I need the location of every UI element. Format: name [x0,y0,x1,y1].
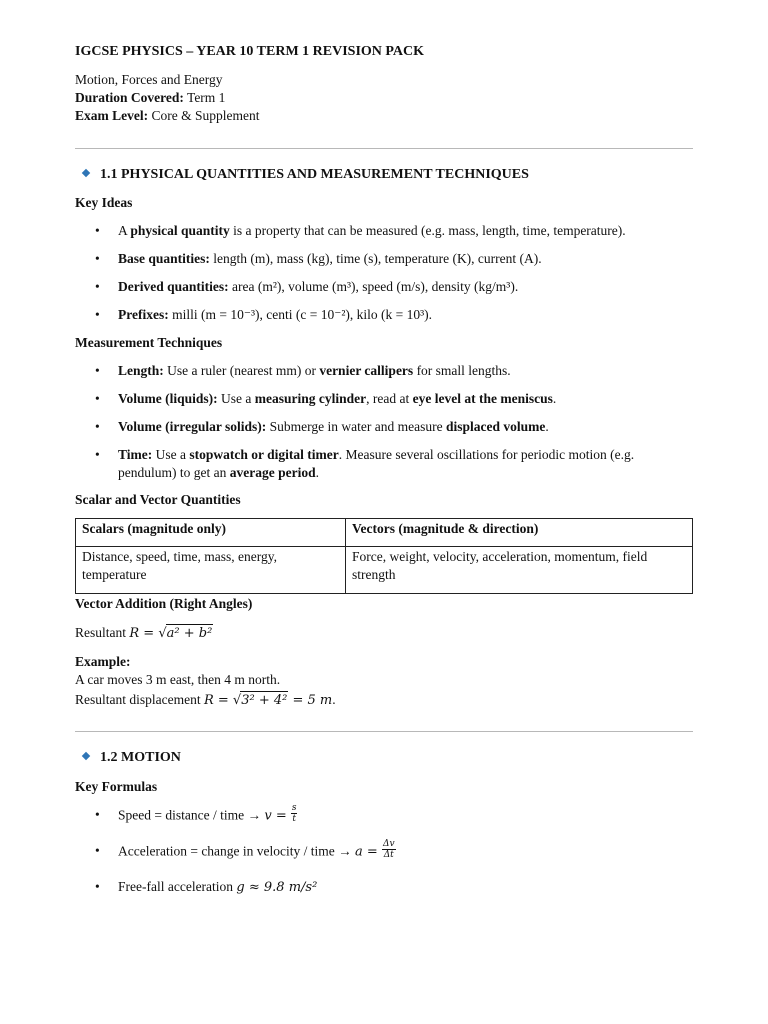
list-item: • Free-fall acceleration g ≈ 9.8 m/s² [75,878,675,897]
list-item: • Time: Use a stopwatch or digital timer. Measure several oscillations for periodic motion (e.g. pendulum) to get an average period. [75,446,675,482]
section-title: 1.1 PHYSICAL QUANTITIES AND MEASUREMENT TECHNIQUES [100,167,529,182]
resultant-line [75,624,213,643]
document-meta [75,71,260,125]
list-item: • Prefixes: milli (m = 10⁻³), centi (c = 10⁻²), kilo (k = 10³). [75,306,675,324]
scalar-vector-heading: Scalar and Vector Quantities [75,492,241,507]
section-title: 1.2 MOTION [100,750,181,765]
example-line-1: A car moves 3 m east, then 4 m north. [75,672,281,687]
table-header: Scalars (magnitude only) [76,519,346,547]
formula-list [75,803,675,897]
key-ideas-list [75,222,675,324]
divider [75,148,693,149]
list-item: • Acceleration = change in velocity / time → a = $\frac{\Delta v}{\Delta t}$ [75,842,675,868]
example-label: Example: [75,654,131,669]
level-value: Core & Supplement [151,108,260,123]
level-line [75,107,260,125]
key-ideas-heading: Key Ideas [75,195,133,210]
table-cell: Distance, speed, time, mass, energy, temperature [76,547,346,594]
list-item: • Volume (irregular solids): Submerge in water and measure displaced volume. [75,418,675,436]
list-item: • Base quantities: length (m), mass (kg), time (s), temperature (K), current (A). [75,250,675,268]
measurement-heading: Measurement Techniques [75,335,223,350]
list-item: • Volume (liquids): Use a measuring cylinder, read at eye level at the meniscus. [75,390,675,408]
vector-addition-heading: Vector Addition (Right Angles) [75,596,253,611]
measurement-list [75,362,675,482]
subtitle: Motion, Forces and Energy [75,72,223,87]
table-cell: Force, weight, velocity, acceleration, momentum, field strength [346,547,693,594]
page-title: IGCSE PHYSICS – YEAR 10 TERM 1 REVISION PACK [75,44,425,59]
key-formulas-heading: Key Formulas [75,779,158,794]
section-heading-1-1 [83,166,529,184]
list-item: • Derived quantities: area (m²), volume (m³), speed (m/s), density (kg/m³). [75,278,675,296]
diamond-bullet-icon [82,169,90,177]
resultant-formula: R = √a² + b² [129,626,213,641]
level-label: Exam Level: [75,108,149,123]
divider [75,731,693,732]
table-header-row [76,519,693,547]
example-formula: R = √3² + 4² = 5 m [203,693,333,708]
duration-label: Duration Covered: [75,90,184,105]
diamond-bullet-icon [82,752,90,760]
acceleration-fraction: $\frac{\Delta v}{\Delta t}$ [382,839,395,860]
list-item: • Speed = distance / time → v = $\frac{s}{t}$ [75,806,675,832]
table-header: Vectors (magnitude & direction) [346,519,693,547]
duration-value: Term 1 [187,90,226,105]
list-item: • A physical quantity is a property that can be measured (e.g. mass, length, time, temperature). [75,222,675,240]
duration-line [75,89,260,107]
table-row [76,547,693,594]
resultant-label: Resultant [75,625,130,640]
list-item: • Length: Use a ruler (nearest mm) or vernier callipers for small lengths. [75,362,675,380]
section-heading-1-2 [83,749,181,767]
scalar-vector-table [75,518,693,594]
example-line-2: Resultant displacement R = √3² + 4² = 5 m. [75,692,336,708]
speed-fraction: $\frac{s}{t}$ [291,803,297,824]
